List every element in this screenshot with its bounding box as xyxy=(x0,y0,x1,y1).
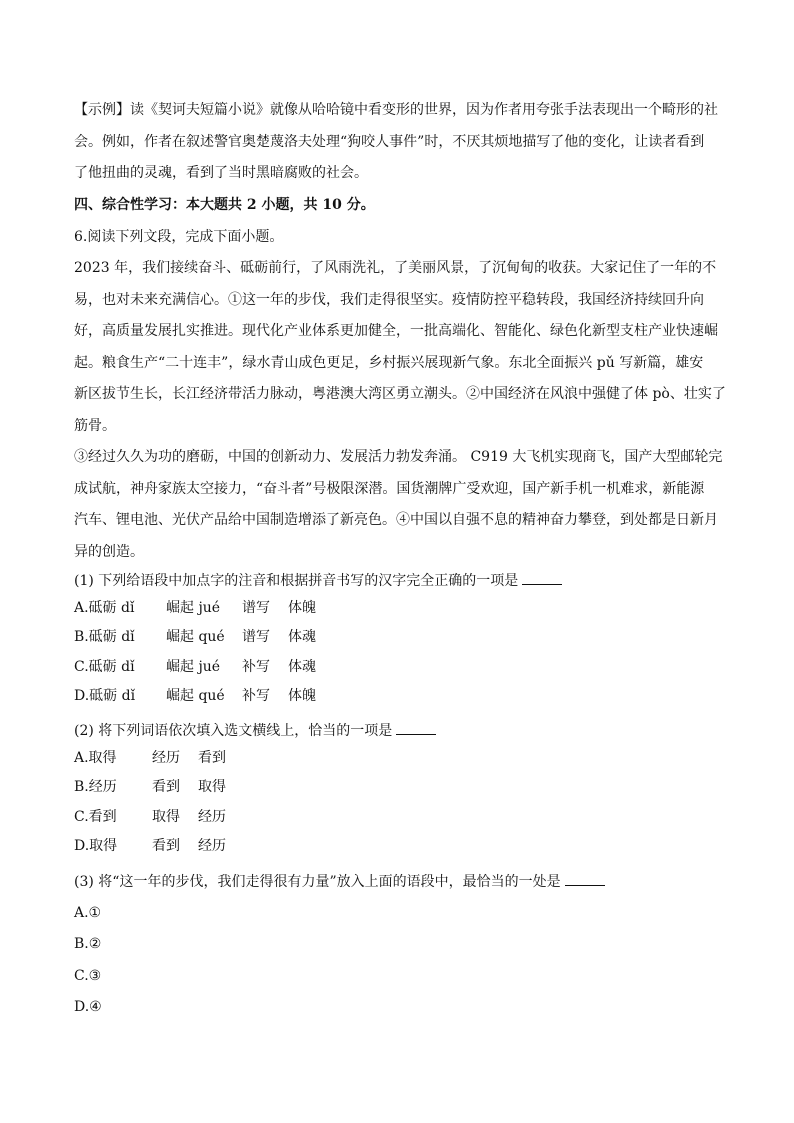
passage-line: 好，高质量发展扎实推进。现代化产业体系更加健全，一批高端化、智能化、绿色化新型支柱产业快速崛 xyxy=(74,323,718,339)
option-c-word4: 体魂 xyxy=(288,659,316,675)
option-a-word2: 崛起 jué xyxy=(166,600,221,616)
passage-line: 易，也对未来充满信心。①这一年的步伐，我们走得很坚实。疫情防控平稳转段，我国经济持续回升向 xyxy=(74,292,704,308)
option-b-word2: 看到 xyxy=(152,779,180,795)
option-d-word4: 体魄 xyxy=(288,688,316,704)
question-6-title: 6.阅读下列文段，完成下面小题。 xyxy=(74,229,284,245)
option-c-word2: 崛起 jué xyxy=(166,659,221,675)
option-d[interactable]: D.④ xyxy=(74,999,102,1015)
option-a[interactable]: A.① xyxy=(74,905,102,921)
question-3-stem: (3) 将“这一年的步伐，我们走得很有力量”放入上面的语段中，最恰当的一处是 xyxy=(74,871,724,893)
option-d-word3: 经历 xyxy=(198,838,226,854)
option-a-word2: 经历 xyxy=(152,750,180,766)
option-a-word3: 谱写 xyxy=(242,600,270,616)
option-b-word2: 崛起 qué xyxy=(166,629,225,645)
option-b-word3: 取得 xyxy=(198,779,226,795)
option-b-word1[interactable]: B.砥砺 dǐ xyxy=(74,629,135,645)
option-b-word1[interactable]: B.经历 xyxy=(74,779,117,795)
option-b-word3: 谱写 xyxy=(242,629,270,645)
option-d-word2: 看到 xyxy=(152,838,180,854)
answer-blank[interactable] xyxy=(396,720,436,735)
option-c-word3: 补写 xyxy=(242,659,270,675)
option-b[interactable]: B.② xyxy=(74,936,102,952)
question-2-stem: (2) 将下列词语依次填入选文横线上，恰当的一项是 xyxy=(74,720,724,742)
passage-line: 成试航，神舟家族太空接力，“奋斗者”号极限深潜。国货潮牌广受欢迎，国产新手机一机难求，新能源 xyxy=(74,481,705,497)
option-a-word3: 看到 xyxy=(198,750,226,766)
option-c-word1[interactable]: C.看到 xyxy=(74,809,117,825)
passage-line: 汽车、锂电池、光伏产品给中国制造增添了新亮色。④中国以自强不息的精神奋力攀登，到处都是日新月 xyxy=(74,512,718,528)
option-c-word2: 取得 xyxy=(152,809,180,825)
example-line-1: 【示例】读《契诃夫短篇小说》就像从哈哈镜中看变形的世界，因为作者用夸张手法表现出一个畸形的社 xyxy=(74,102,718,118)
option-c-word3: 经历 xyxy=(198,809,226,825)
option-d-word1[interactable]: D.取得 xyxy=(74,838,118,854)
question-1-stem: (1) 下列给语段中加点字的注音和根据拼音书写的汉字完全正确的一项是 xyxy=(74,570,724,592)
option-d-word1[interactable]: D.砥砺 dǐ xyxy=(74,688,136,704)
example-line-3: 了他扭曲的灵魂，看到了当时黑暗腐败的社会。 xyxy=(74,165,368,181)
option-d-word2: 崛起 qué xyxy=(166,688,225,704)
passage-line: ③经过久久为功的磨砺，中国的创新动力、发展活力勃发奔涌。 C919 大飞机实现商飞，国产大型邮轮完 xyxy=(74,449,723,465)
option-d-word3: 补写 xyxy=(242,688,270,704)
option-c[interactable]: C.③ xyxy=(74,968,102,984)
passage-line: 新区拔节生长，长江经济带活力脉动，粤港澳大湾区勇立潮头。②中国经济在风浪中强健了体 pò、壮实了 xyxy=(74,386,726,402)
passage-line: 2023 年，我们接续奋斗、砥砺前行，了风雨洗礼，了美丽风景，了沉甸甸的收获。大家记住了一年的不 xyxy=(74,260,717,276)
option-b-word4: 体魂 xyxy=(288,629,316,645)
option-c-word1[interactable]: C.砥砺 dǐ xyxy=(74,659,135,675)
answer-blank[interactable] xyxy=(565,871,605,886)
option-a-word4: 体魄 xyxy=(288,600,316,616)
option-a-word1[interactable]: A.砥砺 dǐ xyxy=(74,600,135,616)
passage-line: 异的创造。 xyxy=(74,544,144,560)
example-line-2: 会。例如，作者在叙述警官奥楚蔑洛夫处理“狗咬人事件”时，不厌其烦地描写了他的变化，让读者看到 xyxy=(74,134,705,150)
answer-blank[interactable] xyxy=(522,570,562,585)
section-heading: 四、综合性学习：本大题共 2 小题，共 10 分。 xyxy=(74,197,375,213)
passage-line: 筋骨。 xyxy=(74,418,116,434)
passage-line: 起。粮食生产“二十连丰”，绿水青山成色更足，乡村振兴展现新气象。东北全面振兴 pǔ 写新篇，雄安 xyxy=(74,355,704,371)
option-a-word1[interactable]: A.取得 xyxy=(74,750,117,766)
